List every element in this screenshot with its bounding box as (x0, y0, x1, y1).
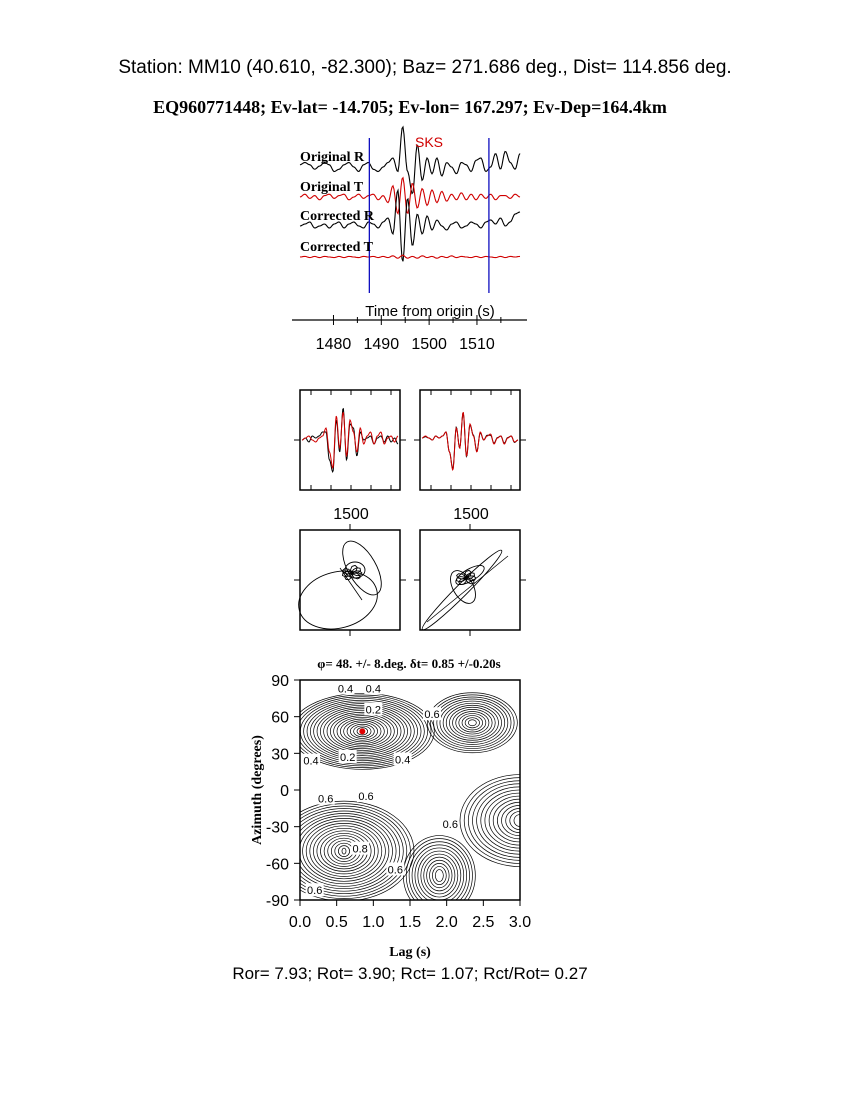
contour-label: 0.4 (395, 754, 411, 767)
particle-motion-loop (453, 562, 487, 588)
contour-label: 0.2 (340, 752, 356, 764)
contour-line (418, 851, 461, 900)
trace-label: Original R (300, 150, 365, 165)
trace-label: Corrected T (300, 240, 373, 255)
contour-label: 0.2 (365, 704, 381, 717)
contour-line (278, 804, 411, 899)
contour-line (415, 848, 464, 903)
seismogram-x-axis-label: Time from origin (s) (365, 303, 495, 320)
trace-corrected-t (300, 255, 520, 258)
contour-line (435, 870, 443, 882)
energy-grid-panel (250, 656, 580, 960)
contour-label: 0.6 (424, 709, 440, 722)
contour-label: 0.8 (352, 843, 368, 856)
contour-line (406, 839, 472, 913)
contour-label: 0.6 (358, 791, 374, 804)
energy-grid-x-tick-label: 1.5 (398, 914, 422, 931)
energy-grid-y-tick-label: 30 (271, 746, 289, 764)
contour-line (456, 711, 489, 734)
waveform-panel-before (294, 390, 406, 523)
contour-label: 0.4 (365, 683, 381, 696)
particle-motion-before (292, 524, 406, 637)
waveform-after-tick-label: 1500 (453, 506, 489, 523)
contour-line (427, 860, 452, 891)
waveform-trace (302, 413, 398, 468)
contour-line (434, 697, 511, 749)
energy-grid-x-tick-label: 2.5 (472, 914, 495, 931)
waveform-trace (422, 413, 518, 468)
particle-motion-loop (292, 563, 384, 638)
energy-grid-title: φ= 48. +/- 8.deg. δt= 0.85 +/-0.20s (317, 656, 501, 671)
seismogram-x-tick-label: 1510 (459, 336, 495, 353)
contour-line (409, 842, 469, 910)
particle-motion-path (457, 570, 476, 584)
seismogram-x-tick-label: 1480 (315, 336, 352, 353)
particle-motion-loop (345, 562, 365, 578)
contour-line (432, 866, 446, 884)
energy-grid-y-tick-label: 60 (271, 709, 289, 727)
contour-line (449, 707, 495, 738)
contour-label: 0.6 (442, 819, 458, 832)
particle-motion-after (414, 524, 526, 636)
seismogram-panel (292, 127, 527, 353)
waveform-frame-after (420, 390, 520, 490)
best-fit-marker (359, 728, 365, 734)
energy-grid-x-tick-label: 0.5 (325, 914, 348, 931)
contour-line (292, 814, 396, 889)
particle-motion-loop (335, 535, 389, 601)
energy-grid-x-axis-label: Lag (s) (389, 945, 431, 960)
energy-grid-y-tick-label: -60 (265, 856, 289, 874)
particle-motion-path (427, 556, 508, 622)
contour-line (427, 693, 517, 753)
energy-grid-x-tick-label: 0.0 (288, 914, 312, 931)
seismogram-x-tick-label: 1500 (411, 336, 447, 353)
energy-grid-x-tick-label: 3.0 (508, 914, 532, 931)
phase-label: SKS (415, 134, 444, 150)
contour-label: 0.6 (318, 793, 334, 806)
contour-line (303, 821, 386, 881)
contour-line (338, 846, 349, 857)
particle-motion-loop (418, 546, 506, 634)
energy-grid-y-tick-label: 90 (271, 673, 289, 690)
waveform-before-tick-label: 1500 (333, 506, 369, 523)
energy-grid-x-tick-label: 2.0 (435, 914, 458, 931)
contour-label: 0.4 (303, 755, 319, 768)
trace-label: Original T (300, 180, 364, 195)
seismogram-x-tick-label: 1490 (363, 336, 400, 353)
event-header: EQ960771448; Ev-lat= -14.705; Ev-lon= 167.297; Ev-Dep=164.4km (153, 97, 667, 117)
energy-grid-y-tick-label: 0 (280, 783, 289, 800)
contour-line (306, 823, 382, 878)
energy-grid-y-tick-label: -90 (265, 893, 289, 910)
contour-line (446, 705, 498, 740)
contour-line (288, 811, 399, 891)
contour-line (424, 857, 455, 894)
waveform-panel-after (414, 390, 526, 523)
energy-grid-x-tick-label: 1.0 (362, 914, 385, 931)
energy-grid-y-axis-label: Azimuth (degrees) (250, 735, 265, 845)
contour-line (459, 714, 486, 732)
splitting-statistics: Ror= 7.93; Rot= 3.90; Rct= 1.07; Rct/Rot= 0.27 (232, 964, 588, 983)
station-header: Station: MM10 (40.610, -82.300); Baz= 271.686 deg., Dist= 114.856 deg. (118, 57, 732, 78)
energy-grid-y-tick-label: -30 (265, 819, 289, 837)
contour-label: 0.6 (387, 864, 403, 877)
contour-line (468, 720, 476, 726)
waveform-frame-before (300, 390, 400, 490)
contour-line (437, 699, 508, 747)
trace-label: Corrected R (300, 209, 374, 224)
contour-line (342, 848, 346, 854)
contour-label: 0.4 (337, 683, 354, 696)
contour-label: 0.6 (307, 885, 323, 898)
waveform-trace (302, 409, 398, 472)
contour-line (465, 718, 479, 728)
